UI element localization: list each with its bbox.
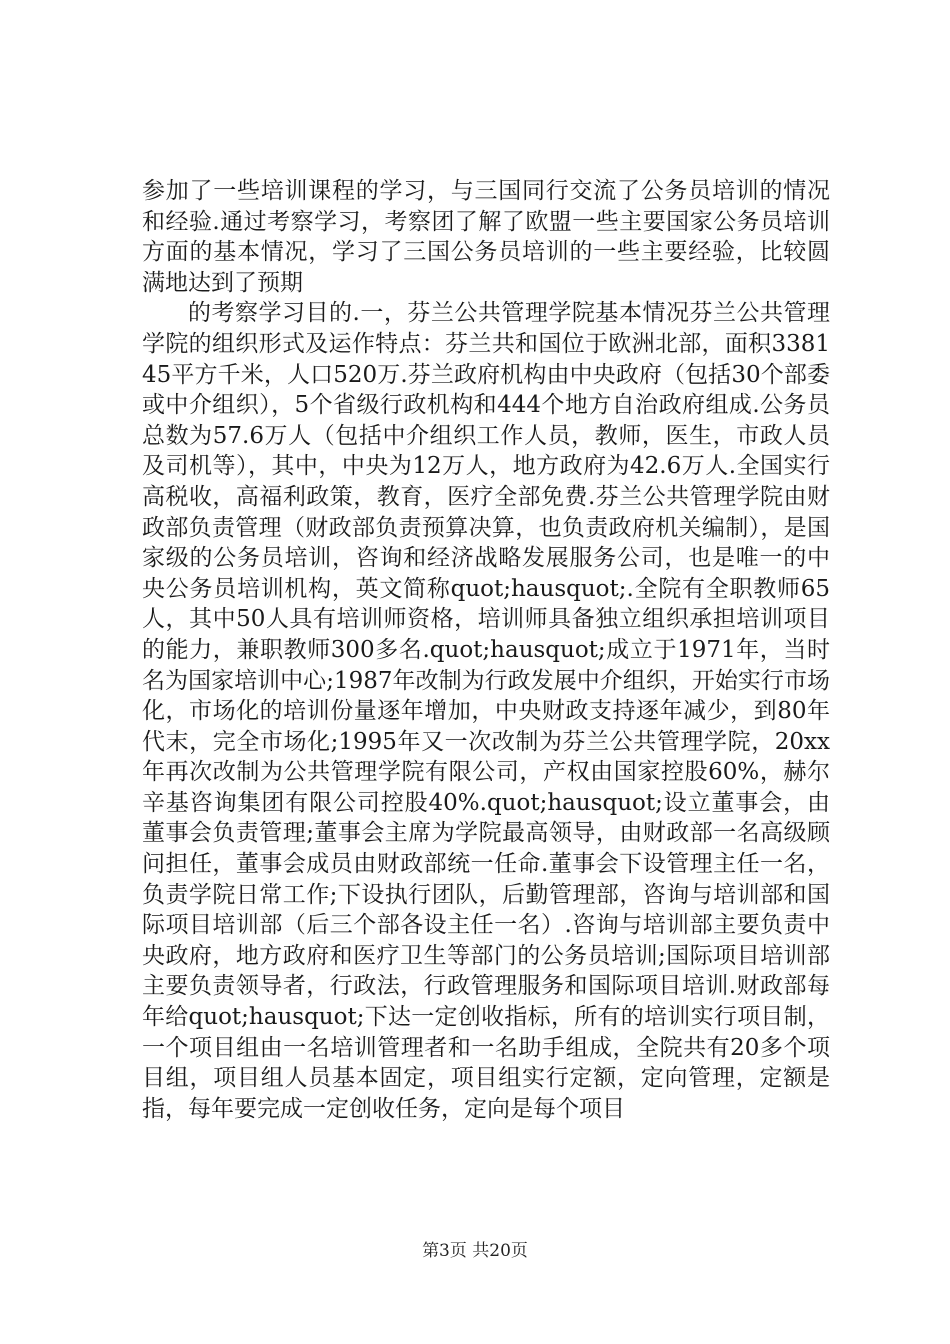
page-footer: 第3页 共20页 — [422, 1241, 528, 1261]
document-body — [142, 176, 830, 1124]
paragraph-main: 的考察学习目的.一，芬兰公共管理学院基本情况芬兰公共管理学院的组织形式及运作特点：芬兰共和国位于欧洲北部，面积338145平方千米，人口520万.芬兰政府机构由中央政府（包括30个部委或中介组织），5个省级行政机构和444个地方自治政府组成.公务员总数为57.6万人（包括中介组织工作人员，教师，医生，市政人员及司机等），其中，中央为12万人，地方政府为42.6万人.全国实行高税收，高福利政策，教育，医疗全部免费.芬兰公共管理学院由财政部负责管理（财政部负责预算决算，也负责政府机关编制），是国家级的公务员培训，咨询和经济战略发展服务公司，也是唯一的中央公务员培训机构，英文简称quot;hausquot;.全院有全职教师65人，其中50人具有培训师资格，培训师具备独立组织承担培训项目的能力，兼职教师300多名.quot;hausquot;成立于1971年，当时名为国家培训中心;1987年改制为行政发展中介组织，开始实行市场化，市场化的培训份量逐年增加，中央财政支持逐年减少，到80年代末，完全市场化;1995年又一次改制为芬兰公共管理学院，20xx年再次改制为公共管理学院有限公司，产权由国家控股60%，赫尔辛基咨询集团有限公司控股40%.quot;hausquot;设立董事会，由董事会负责管理;董事会主席为学院最高领导，由财政部一名高级顾问担任，董事会成员由财政部统一任命.董事会下设管理主任一名，负责学院日常工作;下设执行团队，后勤管理部，咨询与培训部和国际项目培训部（后三个部各设主任一名）.咨询与培训部主要负责中央政府，地方政府和医疗卫生等部门的公务员培训;国际项目培训部主要负责领导者，行政法，行政管理服务和国际项目培训.财政部每年给quot;hausquot;下达一定创收指标，所有的培训实行项目制，一个项目组由一名培训管理者和一名助手组成，全院共有20多个项目组，项目组人员基本固定，项目组实行定额，定向管理，定额是指，每年要完成一定创收任务，定向是每个项目 — [142, 300, 830, 1122]
paragraph-continuation: 参加了一些培训课程的学习，与三国同行交流了公务员培训的情况和经验.通过考察学习，考察团了解了欧盟一些主要国家公务员培训方面的基本情况，学习了三国公务员培训的一些主要经验，比较圆满地达到了预期 — [142, 178, 830, 296]
